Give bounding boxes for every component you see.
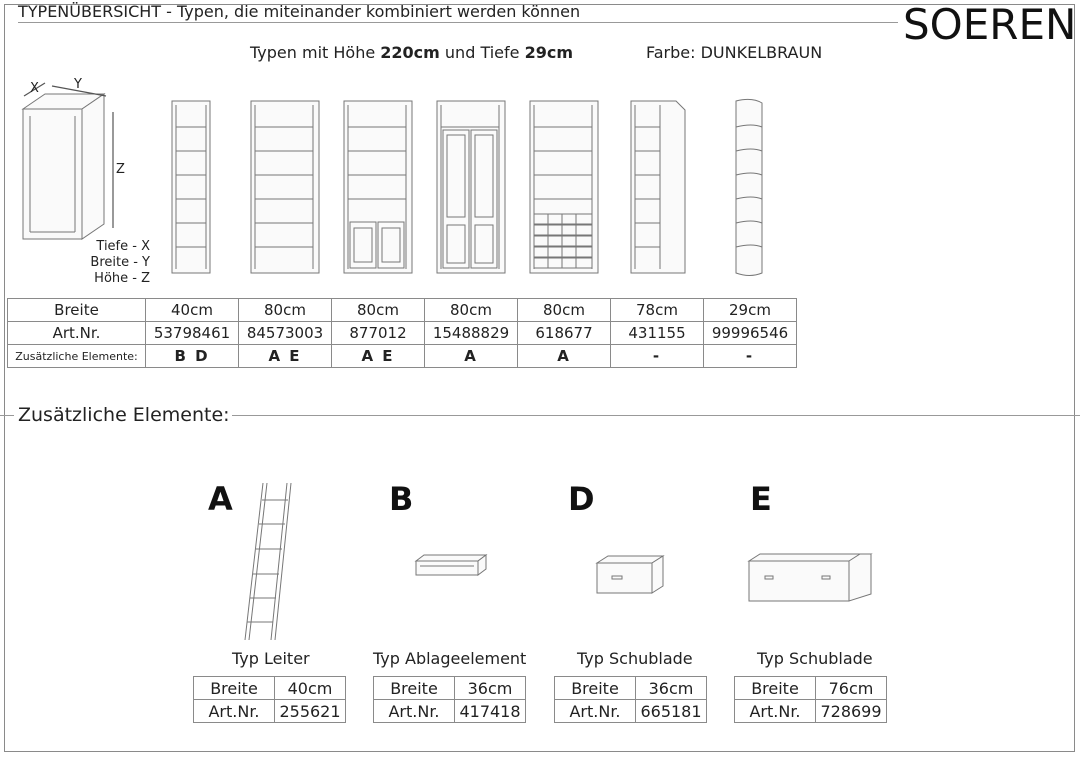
element-a-table [193, 676, 346, 723]
element-letter-d: D [568, 480, 595, 518]
table-cell: A E [332, 345, 425, 368]
table-cell: 877012 [332, 322, 425, 345]
depth-value: 29cm [524, 43, 573, 62]
subheading-mid: und Tiefe [439, 43, 525, 62]
table-row [555, 677, 707, 700]
table-row [194, 677, 346, 700]
element-letter-b: B [389, 480, 414, 518]
legend-width: Breite - Y [90, 255, 150, 270]
table-cell: Art.Nr. [555, 700, 636, 723]
table-cell: 76cm [816, 677, 887, 700]
table-cell: Breite [194, 677, 275, 700]
element-d-table [554, 676, 707, 723]
element-e-table [734, 676, 887, 723]
table-row [8, 322, 797, 345]
section-title: Zusätzliche Elemente: [18, 404, 230, 426]
table-cell: Breite [735, 677, 816, 700]
caption-leiter: Typ Leiter [232, 649, 310, 668]
section-divider-right [232, 415, 1080, 416]
table-cell: 80cm [332, 299, 425, 322]
table-row [8, 299, 797, 322]
table-cell: 80cm [425, 299, 518, 322]
table-cell: Breite [555, 677, 636, 700]
subheading-prefix: Typen mit Höhe [250, 43, 381, 62]
table-cell: Art.Nr. [374, 700, 455, 723]
legend-depth: Tiefe - X [96, 239, 150, 254]
table-cell: 84573003 [239, 322, 332, 345]
row-label-breite: Breite [8, 299, 146, 322]
table-cell: 40cm [275, 677, 346, 700]
table-cell: Breite [374, 677, 455, 700]
table-cell: 78cm [611, 299, 704, 322]
table-row [555, 700, 707, 723]
caption-schublade-76: Typ Schublade [757, 649, 873, 668]
brand-logo: SOEREN [903, 0, 1077, 49]
table-cell: 417418 [455, 700, 526, 723]
table-cell: 53798461 [146, 322, 239, 345]
table-cell: 15488829 [425, 322, 518, 345]
table-cell: A E [239, 345, 332, 368]
table-cell: - [611, 345, 704, 368]
legend-height: Höhe - Z [94, 271, 150, 286]
y-axis-label: Y [74, 77, 82, 92]
table-row [194, 700, 346, 723]
table-cell: 99996546 [704, 322, 797, 345]
table-row [8, 345, 797, 368]
drawer-76cm-illustration [0, 0, 1, 1]
table-cell: 36cm [636, 677, 707, 700]
element-letter-e: E [750, 480, 772, 518]
element-letter-a: A [208, 480, 233, 518]
table-cell: Art.Nr. [194, 700, 275, 723]
table-cell: - [704, 345, 797, 368]
types-table [7, 298, 797, 368]
color-label: Farbe: DUNKELBRAUN [646, 43, 823, 62]
table-row [374, 677, 526, 700]
section-divider-left [0, 415, 14, 416]
table-row [735, 700, 887, 723]
caption-ablageelement: Typ Ablageelement [373, 649, 527, 668]
element-b-table [373, 676, 526, 723]
table-cell: 40cm [146, 299, 239, 322]
z-axis-label: Z [116, 162, 125, 177]
types-subheading [250, 43, 573, 62]
table-cell: 618677 [518, 322, 611, 345]
row-label-elemente: Zusätzliche Elemente: [8, 345, 146, 368]
table-cell: 29cm [704, 299, 797, 322]
table-row [735, 677, 887, 700]
table-row [374, 700, 526, 723]
table-cell: B D [146, 345, 239, 368]
height-value: 220cm [380, 43, 440, 62]
table-cell: A [518, 345, 611, 368]
page-title: TYPENÜBERSICHT - Typen, die miteinander kombiniert werden können [18, 2, 581, 21]
table-cell: 36cm [455, 677, 526, 700]
table-cell: 255621 [275, 700, 346, 723]
caption-schublade-36: Typ Schublade [577, 649, 693, 668]
dimension-legend [62, 239, 150, 287]
table-cell: 728699 [816, 700, 887, 723]
x-axis-label: X [30, 81, 39, 96]
table-cell: 431155 [611, 322, 704, 345]
table-cell: Art.Nr. [735, 700, 816, 723]
table-cell: 80cm [518, 299, 611, 322]
row-label-art-nr: Art.Nr. [8, 322, 146, 345]
table-cell: A [425, 345, 518, 368]
table-cell: 80cm [239, 299, 332, 322]
table-cell: 665181 [636, 700, 707, 723]
